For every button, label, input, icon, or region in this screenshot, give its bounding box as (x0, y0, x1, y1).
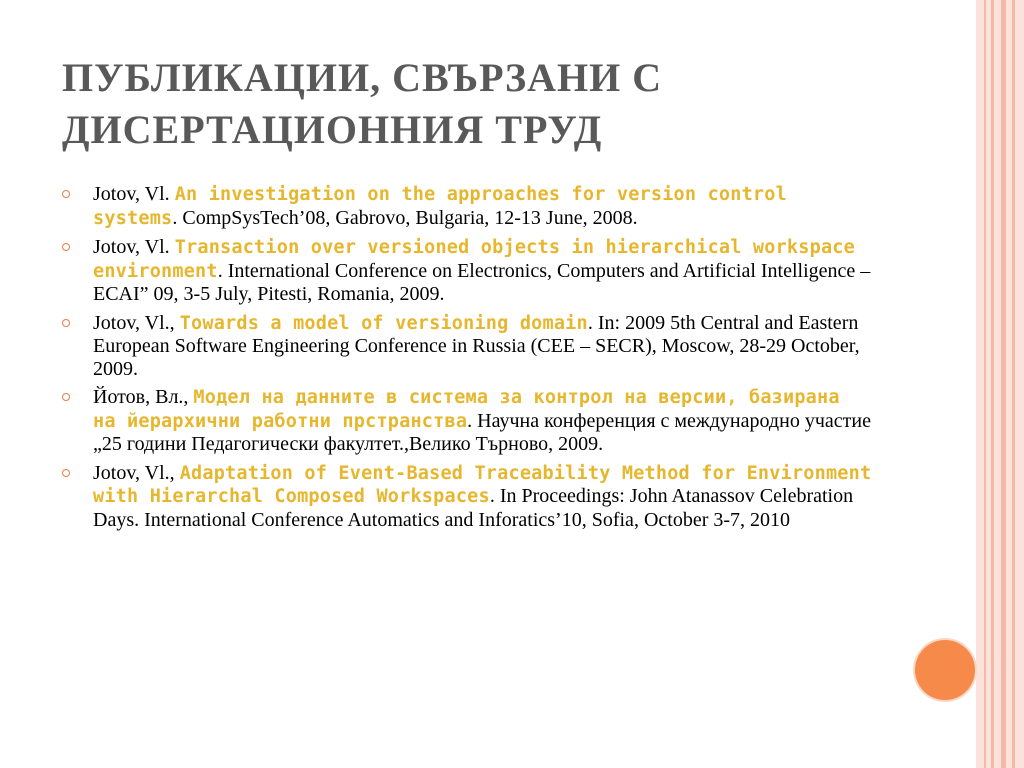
decorative-stripe (1012, 0, 1015, 768)
bullet-circle-icon (62, 393, 70, 401)
bullet-circle-icon (62, 190, 70, 198)
decorative-stripe (1001, 0, 1006, 768)
slide-title-line-1: ПУБЛИКАЦИИ, СВЪРЗАНИ С (62, 55, 663, 100)
publication-list (62, 183, 872, 537)
publication-item (62, 312, 872, 381)
decorative-circle (915, 640, 975, 700)
publication-item (62, 462, 872, 532)
publication-author: Йотов, Вл., (93, 386, 194, 408)
decorative-stripe (991, 0, 994, 768)
publication-title: An investigation on the approaches for version control systems (93, 184, 787, 229)
publication-item (62, 386, 872, 456)
publication-title: Adaptation of Event-Based Traceability Method for Environment with Hierarchal Composed Workspaces (93, 462, 872, 507)
publication-details: . In Proceedings: John Atanassov Celebration Days. International Conference Automatics and Inforatics’10, Sofia, October 3-7, 2010 (93, 485, 854, 531)
publication-author: Jotov, Vl., (93, 461, 180, 484)
bullet-circle-icon (62, 243, 70, 251)
publication-item (62, 236, 872, 306)
publication-item (62, 183, 872, 230)
publication-author: Jotov, Vl. (93, 183, 175, 205)
publication-title: Transaction over versioned objects in hierarchical workspace environment (93, 237, 855, 282)
publication-author: Jotov, Vl. (93, 236, 175, 258)
publication-details: . In: 2009 5th Central and Eastern European Software Engineering Conference in Russia (CEE – SECR), Moscow, 28-29 October, 2009. (93, 311, 860, 380)
bullet-circle-icon (62, 469, 70, 477)
publication-title: Towards a model of versioning domain (179, 312, 588, 334)
bullet-circle-icon (62, 319, 70, 327)
slide-title-line-2: ДИСЕРТАЦИОННИЯ ТРУД (62, 107, 603, 152)
decorative-stripe (984, 0, 986, 768)
publication-author: Jotov, Vl., (93, 311, 180, 334)
publication-details: . Научна конференция с международно участие „25 години Педагогически факултет.,Велико Търново, 2009. (93, 409, 871, 455)
publication-details: . CompSysTech’08, Gabrovo, Bulgaria, 12-13 June, 2008. (172, 206, 638, 229)
publication-title: Модел на данните в система за контрол на версии, базирана на йерархични работни прстранства (93, 387, 840, 432)
publication-details: . International Conference on Electronics, Computers and Artificial Intelligence – ECAI” 09, 3-5 July, Pitesti, Romania, 2009. (93, 259, 871, 305)
slide-title (62, 52, 822, 156)
